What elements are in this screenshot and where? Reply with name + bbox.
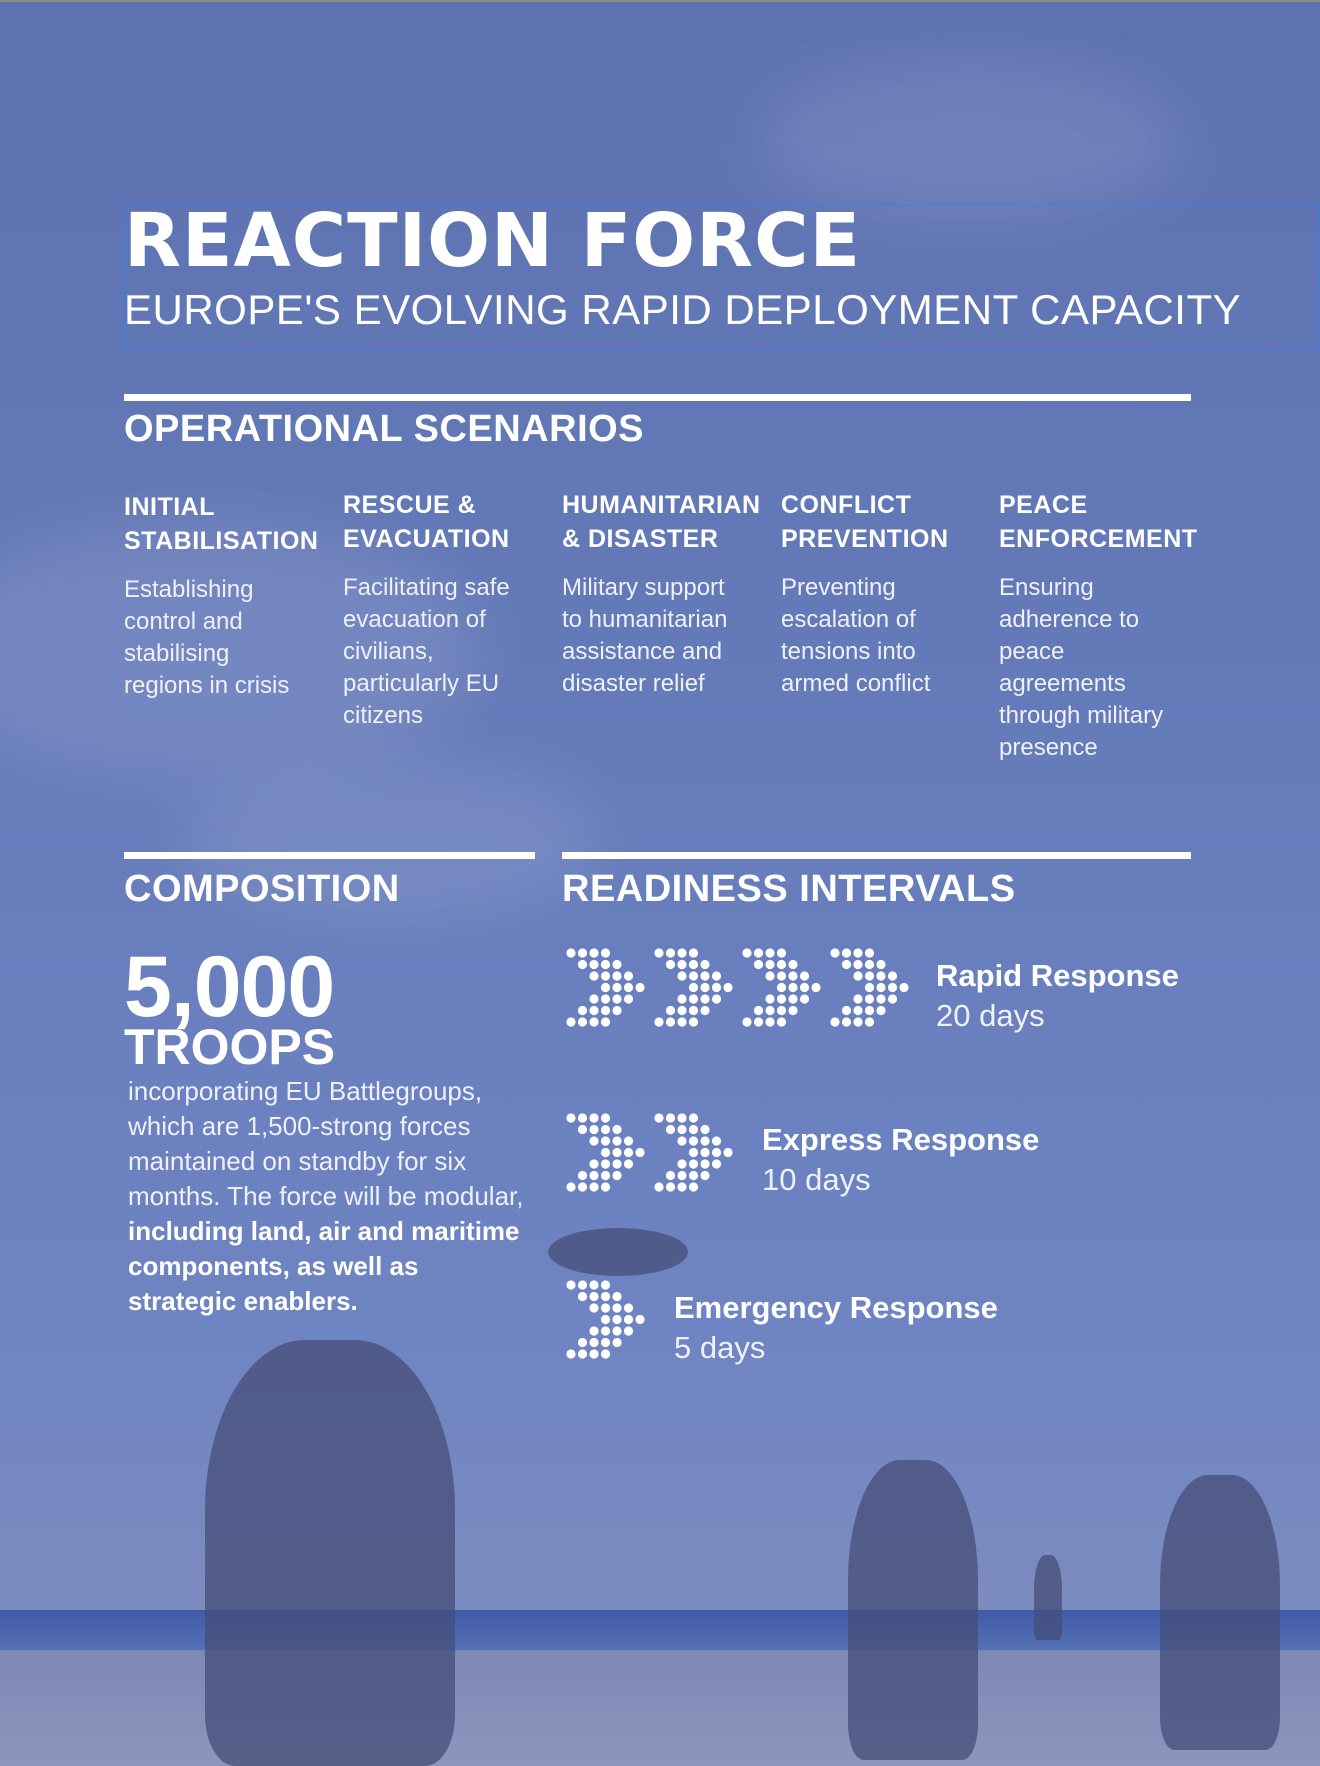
chevron-dot (777, 960, 786, 969)
chevron-dot (689, 1159, 698, 1168)
chevron-dot (865, 960, 874, 969)
chevron-dot (612, 960, 621, 969)
chevron-dot (601, 1148, 610, 1157)
chevron-dot (700, 994, 709, 1003)
chevron-dot (777, 971, 786, 980)
chevron-dot (765, 994, 774, 1003)
chevron-dot (589, 948, 598, 957)
chevron-dot (712, 983, 721, 992)
chevron-dot (700, 960, 709, 969)
chevron-dot (677, 1136, 686, 1145)
chevron-dot (624, 994, 633, 1003)
chevron-dot (689, 960, 698, 969)
troop-count: 5,000 (124, 939, 335, 1035)
chevron-dot (754, 1017, 763, 1026)
chevron-dot (689, 1171, 698, 1180)
chevron-dot (578, 1292, 587, 1301)
chevron-dot (689, 983, 698, 992)
chevron-dot (635, 983, 644, 992)
composition-text-bold: including land, air and maritime components, as well as strategic enablers. (128, 1216, 520, 1316)
chevron-dot (712, 1136, 721, 1145)
chevron-dot (777, 994, 786, 1003)
chevron-dot (566, 1349, 575, 1358)
chevron-dot (700, 1159, 709, 1168)
chevron-dot (566, 948, 575, 957)
chevron-dot (689, 1006, 698, 1015)
chevron-dot (589, 1349, 598, 1358)
chevron-dot (677, 960, 686, 969)
chevron-dot (689, 1136, 698, 1145)
chevron-dot (712, 971, 721, 980)
chevron-dot (800, 971, 809, 980)
chevron-dot (888, 971, 897, 980)
chevron-dot (589, 1292, 598, 1301)
scenario-text: Preventing escalation of tensions into armed conflict (781, 574, 931, 697)
chevron-dot (578, 1171, 587, 1180)
chevron-dot (677, 948, 686, 957)
chevron-dot (853, 948, 862, 957)
chevron-dot (612, 1006, 621, 1015)
chevron-dot (765, 1017, 774, 1026)
chevron-dot (876, 994, 885, 1003)
chevron-dot (853, 1006, 862, 1015)
chevron-dot (754, 948, 763, 957)
chevron-dot (624, 1136, 633, 1145)
chevron-dot (677, 1159, 686, 1168)
chevron-dot (612, 1326, 621, 1335)
chevron-dot (723, 983, 732, 992)
scenario-title: CONFLICT PREVENTION (781, 491, 949, 553)
chevron-dot (788, 983, 797, 992)
chevron-dot (566, 1113, 575, 1122)
composition-heading: COMPOSITION (124, 868, 400, 910)
chevron-dot (601, 1326, 610, 1335)
chevron-group (566, 1280, 653, 1367)
chevron-dot (777, 948, 786, 957)
chevron-dot (601, 1338, 610, 1347)
chevron-dot (612, 1292, 621, 1301)
chevron-dot (578, 1280, 587, 1289)
chevron-dot (635, 1315, 644, 1324)
chevron-dot (666, 960, 675, 969)
chevron-dot (601, 1006, 610, 1015)
chevron-dot (899, 983, 908, 992)
chevron-dot (578, 960, 587, 969)
chevron-dot (700, 1125, 709, 1134)
chevrons-emergency (566, 1280, 653, 1367)
chevron-dot (888, 994, 897, 1003)
chevron-dot (589, 1136, 598, 1145)
chevron-dot (888, 983, 897, 992)
chevron-arrow-icon (654, 1113, 732, 1191)
chevron-dot (666, 948, 675, 957)
chevron-dot (589, 1017, 598, 1026)
chevron-arrow-icon (566, 1280, 644, 1358)
divider-readiness (562, 852, 1191, 859)
scenario-text: Ensuring adherence to peace agreements through military presence (999, 574, 1164, 761)
chevron-dot (777, 983, 786, 992)
chevron-dot (765, 971, 774, 980)
chevron-dot (765, 948, 774, 957)
chevron-dot (601, 1125, 610, 1134)
chevron-dot (566, 1280, 575, 1289)
composition-description (128, 1074, 528, 1319)
chevron-dot (601, 1159, 610, 1168)
chevron-dot (578, 1113, 587, 1122)
chevron-dot (612, 1125, 621, 1134)
chevron-dot (589, 994, 598, 1003)
chevron-dot (578, 1338, 587, 1347)
chevron-dot (853, 1017, 862, 1026)
emergency-response-days: 5 days (674, 1330, 766, 1365)
chevron-dot (865, 994, 874, 1003)
chevron-dot (777, 1017, 786, 1026)
chevron-dot (765, 1006, 774, 1015)
page-title: REACTION FORCE (124, 198, 862, 284)
chevron-group (566, 948, 917, 1035)
chevron-dot (689, 948, 698, 957)
rapid-response-label: Rapid Response (936, 958, 1179, 993)
chevron-dot (700, 1006, 709, 1015)
chevron-dot (865, 1017, 874, 1026)
chevron-dot (677, 1182, 686, 1191)
chevron-dot (654, 1182, 663, 1191)
chevron-dot (689, 1125, 698, 1134)
chevron-dot (788, 960, 797, 969)
chevron-dot (624, 983, 633, 992)
chevron-dot (865, 983, 874, 992)
chevron-dot (589, 1125, 598, 1134)
chevron-dot (578, 1182, 587, 1191)
chevron-dot (689, 1148, 698, 1157)
chevron-dot (666, 1006, 675, 1015)
chevron-dot (601, 971, 610, 980)
chevron-dot (700, 1148, 709, 1157)
chevron-dot (689, 994, 698, 1003)
chevron-dot (566, 1182, 575, 1191)
chevrons-express (566, 1113, 741, 1200)
chevron-dot (853, 960, 862, 969)
soldier-figure-left (205, 1340, 455, 1766)
chevron-group (566, 1113, 741, 1200)
chevron-dot (876, 971, 885, 980)
chevron-dot (601, 1315, 610, 1324)
readiness-intervals-heading: READINESS INTERVALS (562, 868, 1016, 910)
scenario-text: Military support to humanitarian assistance and disaster relief (562, 574, 728, 697)
chevron-dot (876, 960, 885, 969)
operational-scenarios-heading: OPERATIONAL SCENARIOS (124, 408, 645, 450)
chevron-dot (876, 983, 885, 992)
chevron-dot (624, 1326, 633, 1335)
chevron-dot (578, 1006, 587, 1015)
chevron-arrow-icon (742, 948, 820, 1026)
chevron-dot (700, 971, 709, 980)
chevron-dot (654, 948, 663, 957)
chevron-dot (612, 1171, 621, 1180)
chevron-dot (853, 971, 862, 980)
chevron-dot (589, 1113, 598, 1122)
page-subtitle: EUROPE'S EVOLVING RAPID DEPLOYMENT CAPACITY (124, 286, 1242, 333)
chevron-dot (601, 948, 610, 957)
scenario-title: HUMANITARIAN & DISASTER (562, 491, 761, 553)
chevron-dot (601, 1303, 610, 1312)
chevron-dot (842, 1017, 851, 1026)
soldier-figure-distant (1034, 1555, 1062, 1640)
chevron-dot (566, 1017, 575, 1026)
chevron-dot (589, 960, 598, 969)
chevron-dot (612, 1136, 621, 1145)
chevron-dot (830, 1017, 839, 1026)
chevron-arrow-icon (566, 1113, 644, 1191)
troop-unit: TROOPS (124, 1019, 336, 1075)
chevron-dot (689, 1017, 698, 1026)
chevron-dot (635, 1148, 644, 1157)
express-response-days: 10 days (762, 1162, 871, 1197)
chevron-dot (612, 994, 621, 1003)
chevron-dot (666, 1171, 675, 1180)
scenario-humanitarian-disaster (562, 488, 761, 700)
chevron-dot (601, 960, 610, 969)
chevron-dot (677, 1006, 686, 1015)
chevron-dot (589, 1326, 598, 1335)
chevron-dot (677, 1171, 686, 1180)
chevron-dot (589, 1171, 598, 1180)
chevron-dot (624, 1303, 633, 1312)
chevron-dot (601, 994, 610, 1003)
chevron-dot (830, 948, 839, 957)
chevron-dot (742, 948, 751, 957)
chevron-dot (677, 1017, 686, 1026)
chevron-dot (876, 1006, 885, 1015)
scenario-initial-stabilisation (124, 490, 319, 702)
scenario-rescue-evacuation (343, 488, 523, 732)
chevron-dot (788, 994, 797, 1003)
chevron-dot (612, 1338, 621, 1347)
divider-composition (124, 852, 535, 859)
chevron-dot (689, 971, 698, 980)
chevron-dot (589, 1182, 598, 1191)
chevron-dot (842, 960, 851, 969)
chevron-dot (612, 983, 621, 992)
chevron-dot (612, 1303, 621, 1312)
chevron-dot (601, 983, 610, 992)
chevron-dot (612, 1315, 621, 1324)
soldier-figure-center (848, 1460, 978, 1760)
chevron-dot (689, 1113, 698, 1122)
chevron-dot (601, 1136, 610, 1145)
chevron-dot (601, 1349, 610, 1358)
scenario-title: PEACE ENFORCEMENT (999, 491, 1198, 553)
chevron-dot (712, 1148, 721, 1157)
rapid-response-days: 20 days (936, 998, 1045, 1033)
chevron-dot (601, 1182, 610, 1191)
chevron-dot (677, 971, 686, 980)
chevron-dot (712, 994, 721, 1003)
scenario-text: Facilitating safe evacuation of civilians, particularly EU citizens (343, 574, 510, 729)
express-response-label: Express Response (762, 1122, 1040, 1157)
chevron-dot (765, 960, 774, 969)
chevron-dot (754, 960, 763, 969)
chevron-dot (601, 1292, 610, 1301)
chevron-dot (811, 983, 820, 992)
chevron-dot (723, 1148, 732, 1157)
chevron-dot (700, 1136, 709, 1145)
composition-text-plain: incorporating EU Battlegroups, which are 1,500-strong forces maintained on standby for six months. The force will be modular, (128, 1076, 524, 1211)
chevron-dot (800, 983, 809, 992)
chevron-dot (624, 1159, 633, 1168)
divider-operational (124, 394, 1191, 401)
chevron-dot (654, 1017, 663, 1026)
chevron-dot (578, 1125, 587, 1134)
chevron-dot (865, 948, 874, 957)
chevron-dot (700, 1171, 709, 1180)
chevron-dot (865, 1006, 874, 1015)
emergency-response-label: Emergency Response (674, 1290, 998, 1325)
scenario-conflict-prevention (781, 488, 961, 700)
chevron-dot (601, 1017, 610, 1026)
chevron-dot (624, 971, 633, 980)
chevron-dot (700, 983, 709, 992)
chevron-dot (612, 971, 621, 980)
chevron-dot (666, 1125, 675, 1134)
scenario-peace-enforcement (999, 488, 1198, 764)
chevron-dot (677, 1125, 686, 1134)
chevron-dot (777, 1006, 786, 1015)
chevron-dot (624, 1148, 633, 1157)
scenario-text: Establishing control and stabilising regions in crisis (124, 576, 290, 699)
scenario-title: INITIAL STABILISATION (124, 493, 319, 555)
chevron-dot (601, 1113, 610, 1122)
scenario-title: RESCUE & EVACUATION (343, 491, 510, 553)
chevron-dot (742, 1017, 751, 1026)
chevron-dot (589, 971, 598, 980)
chevron-dot (677, 1113, 686, 1122)
chevron-dot (589, 1280, 598, 1289)
soldier-figure-right (1160, 1475, 1280, 1750)
chevron-dot (601, 1171, 610, 1180)
chevron-dot (612, 1148, 621, 1157)
chevron-arrow-icon (566, 948, 644, 1026)
chevron-dot (842, 948, 851, 957)
chevron-dot (612, 1159, 621, 1168)
chevrons-rapid (566, 948, 917, 1035)
chevron-dot (601, 1280, 610, 1289)
helicopter-figure (548, 1228, 688, 1276)
chevron-dot (666, 1017, 675, 1026)
chevron-dot (578, 1017, 587, 1026)
chevron-arrow-icon (654, 948, 732, 1026)
chevron-dot (689, 1182, 698, 1191)
chevron-dot (589, 1303, 598, 1312)
chevron-dot (788, 1006, 797, 1015)
chevron-dot (712, 1159, 721, 1168)
chevron-dot (624, 1315, 633, 1324)
chevron-dot (788, 971, 797, 980)
chevron-dot (666, 1113, 675, 1122)
chevron-dot (589, 1159, 598, 1168)
chevron-dot (654, 1113, 663, 1122)
chevron-dot (589, 1006, 598, 1015)
chevron-dot (677, 994, 686, 1003)
chevron-dot (865, 971, 874, 980)
chevron-dot (842, 1006, 851, 1015)
chevron-dot (754, 1006, 763, 1015)
chevron-arrow-icon (830, 948, 908, 1026)
chevron-dot (800, 994, 809, 1003)
chevron-dot (853, 994, 862, 1003)
chevron-dot (578, 1349, 587, 1358)
chevron-dot (589, 1338, 598, 1347)
chevron-dot (666, 1182, 675, 1191)
chevron-dot (578, 948, 587, 957)
